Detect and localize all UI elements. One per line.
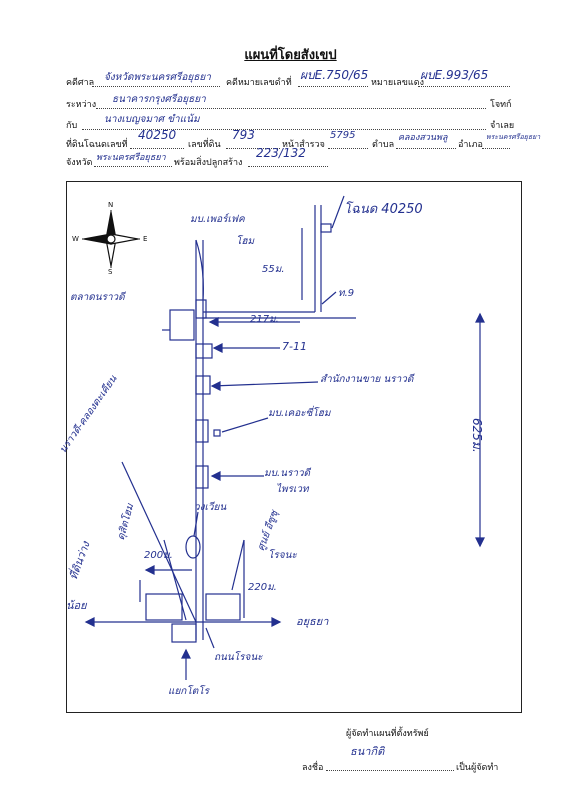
survey-label: หน้าสำรวจ (282, 140, 325, 150)
village-nara-label-2: ไพรเวท (276, 484, 309, 495)
sign-label: ลงชื่อ (302, 763, 324, 773)
deed-map-label: โฉนด 40250 (344, 202, 423, 217)
between-label: ระหว่าง (66, 100, 97, 110)
building-line (248, 166, 328, 167)
dist-217-label: 217ม. (250, 314, 279, 325)
black-no-label: หมายเลขแดง (371, 78, 424, 88)
road-label: นราวดี-คลองตะเคียน (57, 373, 120, 456)
dist-220-label: 220ม. (248, 582, 277, 593)
tambon-value: คลองสวนพลู (398, 133, 448, 143)
land-no-value: 793 (232, 128, 255, 142)
shop-label-2: โรจนะ (268, 550, 297, 561)
defendant-label: จำเลย (490, 121, 515, 131)
compass-w: W (72, 235, 79, 243)
amphoe-value: พระนครศรีอยุธยา (486, 133, 541, 141)
red-no-line (298, 86, 368, 87)
black-no-line (418, 86, 510, 87)
village-top-label-2: โฮม (236, 236, 255, 247)
compass-s: S (108, 268, 113, 276)
dist-625-label: 625ม. (470, 418, 484, 453)
red-no-label: คดีหมายเลขดำที่ (226, 78, 292, 88)
map-frame (66, 181, 522, 713)
dist-200-label: 200ม. (144, 550, 173, 561)
condo-label: สำนักงานขาย นราวดี (320, 374, 414, 385)
between-line (96, 108, 486, 109)
building-value: 223/132 (256, 146, 306, 160)
black-no-value: ผบE.993/65 (420, 68, 489, 82)
with-label: กับ (66, 121, 78, 131)
with-value: นางเบญจมาศ ขำแน้ม (104, 114, 200, 125)
deed-line (130, 148, 184, 149)
compass-e: E (143, 235, 148, 243)
land-no-label: เลขที่ดิน (188, 140, 221, 150)
dusit-home-label: ดุสิตโฮม (115, 502, 137, 542)
red-no-value: ผบE.750/65 (300, 68, 369, 82)
roundabout-label: วงเวียน (194, 502, 227, 513)
province-value: พระนครศรีอยุธยา (96, 153, 166, 163)
page-title: แผนที่โดยสังเขป (244, 48, 337, 63)
village-top-label: มบ.เพอร์เฟค (190, 214, 245, 225)
case-line (92, 86, 220, 87)
village-kd-label: มบ.เคอะซี่โฮม (268, 408, 331, 419)
land-label: ที่ดินว่าง (66, 539, 93, 582)
between-value: ธนาคารกรุงศรีอยุธยา (112, 94, 206, 105)
case-label: คดีศาล (66, 78, 95, 88)
deed-value: 40250 (138, 128, 177, 142)
seven-eleven-label: 7-11 (282, 340, 307, 353)
tambon-label: ตำบล (372, 140, 395, 150)
survey-line (328, 148, 368, 149)
shop-label: ศูนย์ อีซูซุ (255, 509, 281, 553)
amphoe-line (482, 148, 510, 149)
rojana-road-label: ถนนโรจนะ (214, 652, 263, 663)
dist-55-label: 55ม. (262, 264, 285, 275)
survey-value: 5795 (330, 130, 356, 141)
maker-label: ผู้จัดทำแผนที่ตั้งทรัพย์ (346, 729, 429, 739)
bang-pa-in-label: แยกโตโร (168, 686, 209, 697)
lot-label: ท.9 (338, 288, 355, 299)
province-label: จังหวัด (66, 158, 93, 168)
role-label: เป็นผู้จัดทำ (456, 763, 499, 773)
sign-line (326, 770, 454, 771)
deed-label: ที่ดินโฉนดเลขที่ (66, 140, 128, 150)
tambon-line (396, 148, 456, 149)
ayutthaya-label: อยุธยา (296, 615, 329, 628)
land-label-2: น้อย (66, 599, 87, 612)
case-value: จังหวัดพระนครศรีอยุธยา (104, 72, 211, 83)
market-label: ตลาดนราวดี (70, 292, 125, 303)
building-label: พร้อมสิ่งปลูกสร้าง (174, 158, 243, 168)
compass-n: N (108, 201, 114, 209)
sign-value: ธนากิติ (350, 745, 385, 758)
amphoe-label: อำเภอ (458, 140, 483, 150)
plaintiff-label: โจทก์ (490, 100, 512, 110)
province-line (94, 166, 172, 167)
village-nara-label: มบ.นราวดี (264, 468, 311, 479)
